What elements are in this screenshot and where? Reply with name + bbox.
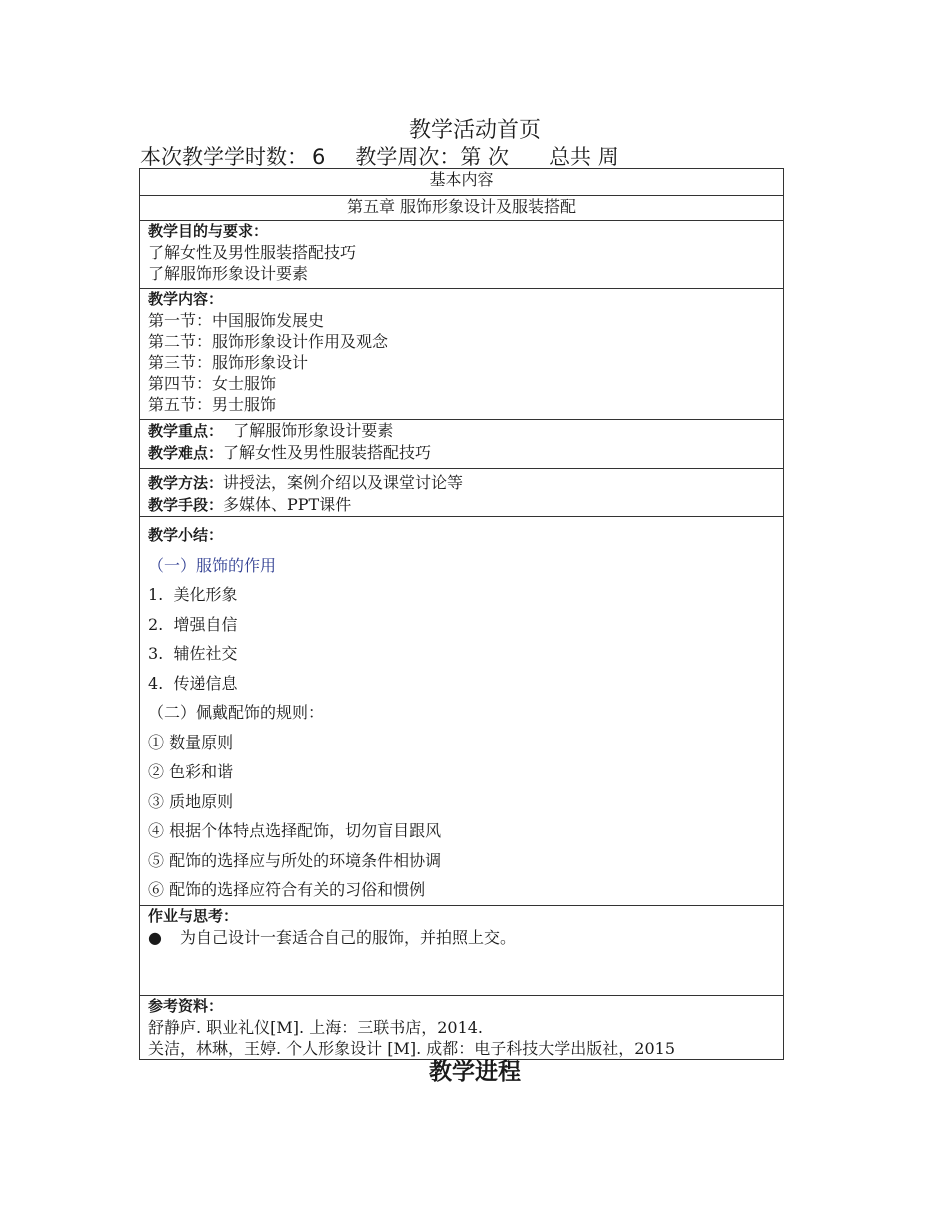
total-weeks-label: 总共 周 bbox=[549, 145, 619, 169]
rule-item: ② 色彩和谐 bbox=[148, 762, 234, 781]
methods-value: 讲授法，案例介绍以及课堂讨论等 bbox=[223, 473, 464, 492]
means-label: 教学手段： bbox=[148, 496, 224, 514]
summary-section-title: （二）佩戴配饰的规则： bbox=[148, 703, 325, 722]
content-item: 第一节：中国服饰发展史 bbox=[148, 311, 325, 330]
homework-item: 为自己设计一套适合自己的服饰，并拍照上交。 bbox=[180, 927, 517, 947]
bullet-icon: ● bbox=[148, 927, 162, 947]
content-item: 第三节：服饰形象设计 bbox=[148, 353, 309, 372]
rule-item: ④ 根据个体特点选择配饰，切勿盲目跟风 bbox=[148, 821, 442, 840]
homework-cell bbox=[140, 905, 784, 995]
content-label: 教学内容： bbox=[148, 290, 224, 308]
objectives-cell bbox=[140, 221, 784, 289]
summary-item: 1. 美化形象 bbox=[148, 585, 238, 604]
objective-item: 了解女性及男性服装搭配技巧 bbox=[148, 243, 357, 262]
rule-item: ① 数量原则 bbox=[148, 732, 234, 752]
hours-label: 本次教学学时数： bbox=[140, 145, 308, 169]
section-heading: 教学进程 bbox=[429, 1059, 521, 1085]
objective-item: 了解服饰形象设计要素 bbox=[148, 264, 309, 283]
references-cell bbox=[140, 995, 784, 1059]
key-points-label: 教学重点： bbox=[148, 422, 224, 440]
lesson-table bbox=[139, 168, 784, 1060]
reference-item: 舒静庐. 职业礼仪[M]. 上海：三联书店，2014. bbox=[148, 1017, 484, 1037]
rule-item: ⑤ 配饰的选择应与所处的环境条件相协调 bbox=[148, 850, 442, 870]
content-item: 第四节：女士服饰 bbox=[148, 374, 277, 393]
methods-cell bbox=[140, 469, 784, 517]
reference-item: 关洁，林琳，王婷. 个人形象设计 [M]. 成都：电子科技大学出版社，2015 bbox=[148, 1038, 676, 1058]
content-item: 第二节：服饰形象设计作用及观念 bbox=[148, 332, 389, 351]
rule-item: ③ 质地原则 bbox=[148, 791, 234, 811]
difficulties-value: 了解女性及男性服装搭配技巧 bbox=[223, 443, 432, 462]
summary-item: 4. 传递信息 bbox=[148, 673, 238, 693]
summary-section-title: （一）服饰的作用 bbox=[148, 555, 277, 575]
page-title: 教学活动首页 bbox=[408, 118, 541, 143]
key-points-cell bbox=[140, 420, 784, 469]
key-points-value: 了解服饰形象设计要素 bbox=[223, 421, 394, 440]
summary-cell bbox=[140, 517, 784, 906]
chapter-title: 第五章 服饰形象设计及服装搭配 bbox=[140, 196, 784, 221]
basic-content-header: 基本内容 bbox=[140, 169, 784, 196]
rule-item: ⑥ 配饰的选择应符合有关的习俗和惯例 bbox=[148, 880, 426, 899]
difficulties-label: 教学难点： bbox=[148, 444, 224, 462]
week-label: 教学周次：第 次 bbox=[355, 145, 510, 169]
summary-label: 教学小结： bbox=[148, 526, 224, 544]
lesson-meta bbox=[140, 141, 619, 171]
hours-value: 6 bbox=[312, 145, 326, 169]
content-cell bbox=[140, 289, 784, 420]
objectives-label: 教学目的与要求： bbox=[148, 222, 269, 240]
content-item: 第五节：男士服饰 bbox=[148, 395, 277, 414]
references-label: 参考资料： bbox=[148, 996, 224, 1015]
methods-label: 教学方法： bbox=[148, 474, 224, 492]
summary-item: 2. 增强自信 bbox=[148, 614, 238, 634]
means-value: 多媒体、PPT课件 bbox=[223, 495, 352, 514]
homework-label: 作业与思考： bbox=[148, 906, 239, 925]
summary-item: 3. 辅佐社交 bbox=[148, 644, 238, 663]
